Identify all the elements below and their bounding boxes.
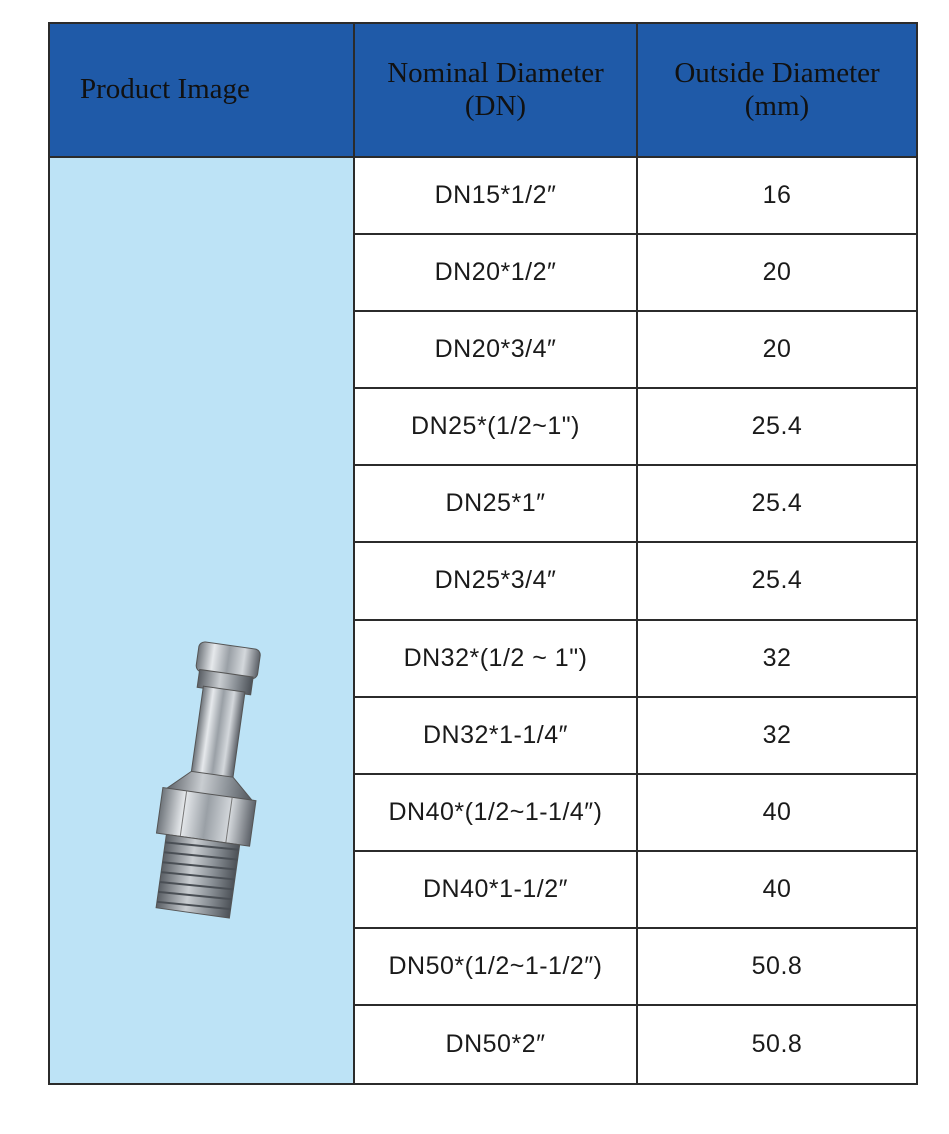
row-2-nominal: DN20*1/2″ <box>355 235 638 312</box>
header-nominal-diameter-line1: Nominal Diameter <box>387 56 604 89</box>
header-outside-diameter-line2: (mm) <box>744 90 810 122</box>
row-9-outside: 40 <box>638 775 916 852</box>
row-5-outside: 25.4 <box>638 466 916 543</box>
row-2-outside: 20 <box>638 235 916 312</box>
male-threaded-press-adapter-icon <box>130 458 330 938</box>
row-11-nominal: DN50*(1/2~1-1/2″) <box>355 929 638 1006</box>
row-1-outside: 16 <box>638 158 916 235</box>
row-8-outside: 32 <box>638 698 916 775</box>
header-outside-diameter <box>638 24 916 158</box>
row-3-outside: 20 <box>638 312 916 389</box>
row-1-nominal: DN15*1/2″ <box>355 158 638 235</box>
row-12-nominal: DN50*2″ <box>355 1006 638 1083</box>
row-7-outside: 32 <box>638 621 916 698</box>
row-5-nominal: DN25*1″ <box>355 466 638 543</box>
header-product-image-label: Product Image <box>80 73 250 106</box>
row-10-nominal: DN40*1-1/2″ <box>355 852 638 929</box>
row-4-outside: 25.4 <box>638 389 916 466</box>
header-nominal-diameter-line2: (DN) <box>464 90 527 122</box>
spec-table <box>48 22 918 1085</box>
row-7-nominal: DN32*(1/2 ~ 1") <box>355 621 638 698</box>
row-8-nominal: DN32*1-1/4″ <box>355 698 638 775</box>
row-6-nominal: DN25*3/4″ <box>355 543 638 620</box>
header-outside-diameter-line1: Outside Diameter <box>674 56 880 89</box>
row-6-outside: 25.4 <box>638 543 916 620</box>
row-9-nominal: DN40*(1/2~1-1/4″) <box>355 775 638 852</box>
product-image-cell <box>50 158 355 1083</box>
row-4-nominal: DN25*(1/2~1") <box>355 389 638 466</box>
row-3-nominal: DN20*3/4″ <box>355 312 638 389</box>
header-product-image <box>50 24 355 158</box>
row-11-outside: 50.8 <box>638 929 916 1006</box>
row-10-outside: 40 <box>638 852 916 929</box>
row-12-outside: 50.8 <box>638 1006 916 1083</box>
header-nominal-diameter <box>355 24 638 158</box>
